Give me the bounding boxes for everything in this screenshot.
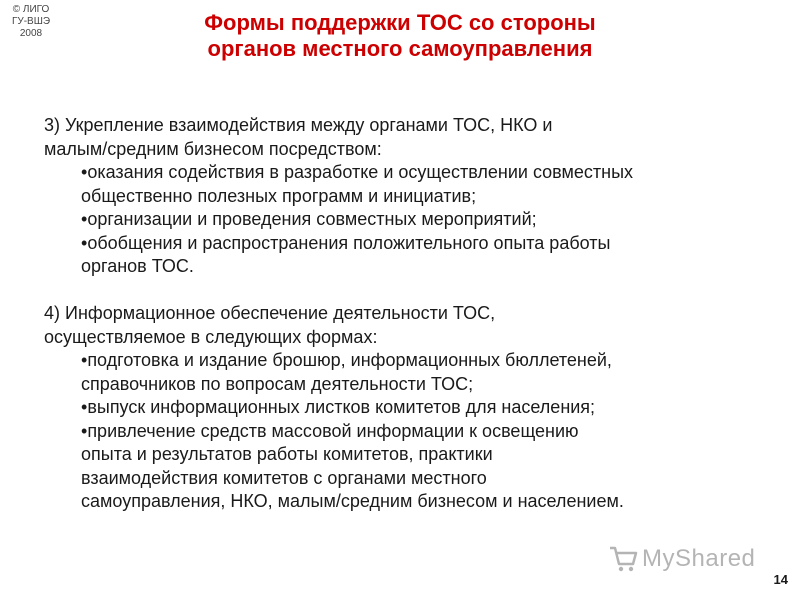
list-item	[81, 396, 784, 420]
section-3	[44, 114, 784, 279]
list-item-line-2: опыта и результатов работы комитетов, практики	[81, 444, 493, 464]
list-item-line-1: организации и проведения совместных мероприятий;	[87, 209, 537, 229]
list-item-line-1: оказания содействия в разработке и осуществлении совместных	[87, 162, 634, 182]
list-item	[81, 232, 784, 279]
bullet-marker: •	[81, 397, 88, 417]
section-spacer	[44, 279, 784, 303]
section-4-intro-line-1: 4) Информационное обеспечение деятельности ТОС,	[44, 303, 496, 323]
list-item-line-1: обобщения и распространения положительного опыта работы	[87, 232, 611, 253]
list-item-line-2: органов ТОС.	[81, 256, 194, 276]
section-3-intro	[44, 114, 784, 161]
section-3-bullet-list	[44, 161, 784, 279]
slide-body	[44, 114, 784, 514]
section-4-bullet-list	[44, 349, 784, 514]
section-3-intro-line-1: 3) Укрепление взаимодействия между органами ТОС, НКО и	[44, 115, 553, 135]
bullet-marker: •	[81, 232, 88, 253]
watermark-text: MyShared	[642, 545, 756, 572]
cart-icon	[608, 544, 638, 574]
bullet-marker: •	[81, 162, 88, 182]
section-4-intro-line-2: осуществляемое в следующих формах:	[44, 326, 378, 347]
bullet-marker: •	[81, 420, 88, 441]
section-3-intro-line-2: малым/средним бизнесом посредством:	[44, 138, 382, 159]
slide-title-line-2: органов местного самоуправления	[207, 36, 593, 61]
list-item-line-3: взаимодействия комитетов с органами местного	[81, 467, 487, 488]
section-4-intro	[44, 302, 784, 349]
list-item	[81, 349, 784, 396]
page-number: 14	[773, 572, 788, 587]
copyright-line-2: ГУ-ВШЭ	[11, 16, 51, 27]
list-item	[81, 420, 784, 514]
list-item-line-4: самоуправления, НКО, малым/средним бизнесом и населением.	[81, 491, 624, 511]
bullet-marker: •	[81, 350, 88, 370]
list-item-line-2: справочников по вопросам деятельности ТОС;	[81, 373, 474, 394]
list-item-line-2: общественно полезных программ и инициатив;	[81, 185, 477, 206]
list-item	[81, 208, 784, 232]
copyright-line-1: © ЛИГО	[12, 4, 50, 15]
copyright-line-3: 2008	[19, 28, 43, 39]
section-4	[44, 302, 784, 514]
list-item	[81, 161, 784, 208]
watermark	[608, 540, 766, 580]
bullet-marker: •	[81, 209, 88, 229]
slide-title-line-1: Формы поддержки ТОС со стороны	[204, 10, 596, 35]
list-item-line-1: подготовка и издание брошюр, информационных бюллетеней,	[87, 350, 612, 370]
list-item-line-1: выпуск информационных листков комитетов для населения;	[87, 397, 596, 417]
list-item-line-1: привлечение средств массовой информации к освещению	[87, 420, 579, 441]
slide-title	[0, 10, 800, 62]
